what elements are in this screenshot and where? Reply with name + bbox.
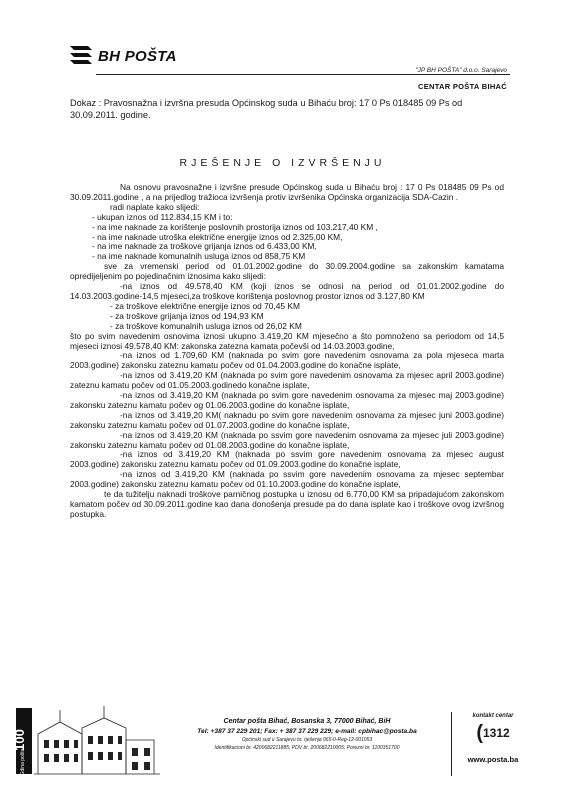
paragraph-total: što po svim navedenim osnovima iznosi ukupno 3.419,20 KM mjesečno a što pomnoženo sa periodom od 14,5 mjeseci iznosi 49.578,40 KM: zakonska zatezna kamata počevši od 14.03.2003.godine, xyxy=(70,330,504,351)
footer-contacts: Tel: +387 37 229 201; Fax: + 387 37 229 229; e-mail: cpbihac@posta.ba xyxy=(197,728,417,735)
paragraph-amount: -na iznos od 3.419,20 KM (naknada po ssvim gore navedenim osnovama za mjesec septembar 2003.godine) zakonsku zateznu kamatu počev od 01.10.2003.godine do konačne isplate, xyxy=(70,469,504,490)
center-name: CENTAR POŠTA BIHAĆ xyxy=(417,82,507,91)
footer-divider xyxy=(451,712,452,776)
paragraph-amount: -na iznos od 49.578,40 KM (koji iznos se odnosi na period od 01.01.2002.godine do 14.03.2003.godine-14,5 mjeseci,za troškove korištenja poslovnog prostor iznos od 3.127,80 KM xyxy=(70,281,504,301)
stamp-number: 100 xyxy=(12,729,27,751)
paragraph-costs: te da tužitelju naknadi troškove parničnog postupka u iznosu od 6.770,00 KM sa pripadajućom zakonskom kamatom počev od 30.09.2011.godine kao dana donošenja presude pa do dana isplate kao i troškove ovog izvršnog postupka. xyxy=(70,489,504,519)
paragraph-amount: -na iznos od 3.419,20 KM (naknada po ssvim gore navedenim osnovama za mjesec juli 2003.godine) zakonsku zateznu kamatu počev od 01.08.2003.godine do konačne isplate, xyxy=(70,429,504,450)
paragraph-amount: -na iznos od 3.419,20 KM (naknada po svim gore navedenim osnovama za mjesec april 2003.godine) zateznu kamatu počev od 01.05.2003.godinedo konačne isplate, xyxy=(70,370,504,391)
evidence-reference: Dokaz : Pravosnažna i izvršna presuda Općinskog suda u Bihaću broj: 17 0 Ps 018485 09 Ps od 30.09.2011. godine. xyxy=(70,98,463,120)
paragraph-purpose: radi naplate kako slijedi: xyxy=(110,201,200,212)
list-item: - na ime naknade utroška električne energije iznos od 2.325,00 KM, xyxy=(92,231,343,242)
phone-icon: ( xyxy=(476,722,483,744)
paragraph-amount: -na iznos od 1.709,60 KM (naknada po svim gore navedenim osnovama za pola mjeseca marta 2003.godine) zakonsku zateznu kamatu počev od 01.04.2003.godine do konačne isplate, xyxy=(70,350,504,371)
list-item: - za troškove grijanja iznos od 194,93 KM xyxy=(110,310,264,321)
document-title: RJEŠENJE O IZVRŠENJU xyxy=(179,157,386,169)
paragraph-basis: Na osnovu pravosnažne i izvršne presude Općinskog suda u Bihaću broj : 17 0 Ps 018485 09 Ps od 30.09.2011.godine , a na prijedlog tražioca izvršenja protiv izvršenika Općinska organizacija SDA-Cazin . xyxy=(70,182,504,202)
website-link[interactable]: www.posta.ba xyxy=(467,755,519,764)
contact-number-block xyxy=(458,723,528,745)
bh-posta-logo xyxy=(68,40,178,74)
logo-mark-icon xyxy=(68,42,94,70)
footer-court: Općinski sud u Sarajevu br. rješenja 065-0-Reg-12-001053 xyxy=(241,737,373,743)
list-item: - na ime naknade komunalnih usluga iznos od 858,75 KM xyxy=(92,251,306,262)
list-item: - za troškove komunalnih usluga iznos od 26,02 KM xyxy=(110,320,302,331)
building-illustration-icon xyxy=(14,700,164,780)
contact-center xyxy=(458,713,528,764)
brand-name: BH POŠTA xyxy=(98,48,177,65)
list-item: - za troškove električne energije iznos od 70,45 KM xyxy=(110,300,300,311)
footer-address: Centar pošta Bihać, Bosanska 3, 77000 Bihać, BiH xyxy=(223,718,391,725)
footer-ids: Identifikacioni br. 4200682211885; PDV br. 200682210005; Porezni br. 1100351700 xyxy=(214,745,400,751)
list-item: - ukupan iznos od 112.834,15 KM i to: xyxy=(92,211,233,222)
list-item: - na ime naknade za troškove grijanja iznos od 6.433,00 KM, xyxy=(92,241,317,252)
header-rule xyxy=(96,74,510,75)
contact-label: kontakt centar xyxy=(472,713,514,719)
contact-number: 1312 xyxy=(482,726,510,740)
document-body xyxy=(70,183,504,520)
paragraph-amount: -na iznos od 3.419,20 KM( naknadu po svim gore navedenim osnovama za mjesec juni 2003.godine) zakonsku zateznu kamatu počev od 01.07.2003.godine do konačne isplate, xyxy=(70,409,504,430)
paragraph-amount: -na iznos od 3.419,20 KM (naknada po ssvim gore navedenim osnovama za mjesec august 2003.godine) zakonsku zateznu kamatu počev od 01.09.2003.godine do konačne isplate, xyxy=(70,449,504,470)
firm-name: "JP BH POŠTA" d.o.o. Sarajevo xyxy=(415,67,507,74)
paragraph-period: sve za vremenski period od 01.01.2002.godine do 30.09.2004.godine sa zakonskim kamatama opredijeljenim po pojedinačnim iznosima kako slijedi: xyxy=(70,261,504,282)
stamp-text: Gdina pošta xyxy=(20,748,26,776)
paragraph-amount: -na iznos od 3.419,20 KM (naknada po svim gore navedenim osnovama za mjesec maj 2003.godine) zakonsku zateznu kamatu počev og 01.06.2003.godine do konačne isplate, xyxy=(70,390,504,410)
footer-info xyxy=(182,718,432,751)
list-item: - na ime naknade za korištenje poslovnih prostorija iznos od 103.217,40 KM , xyxy=(92,221,378,232)
